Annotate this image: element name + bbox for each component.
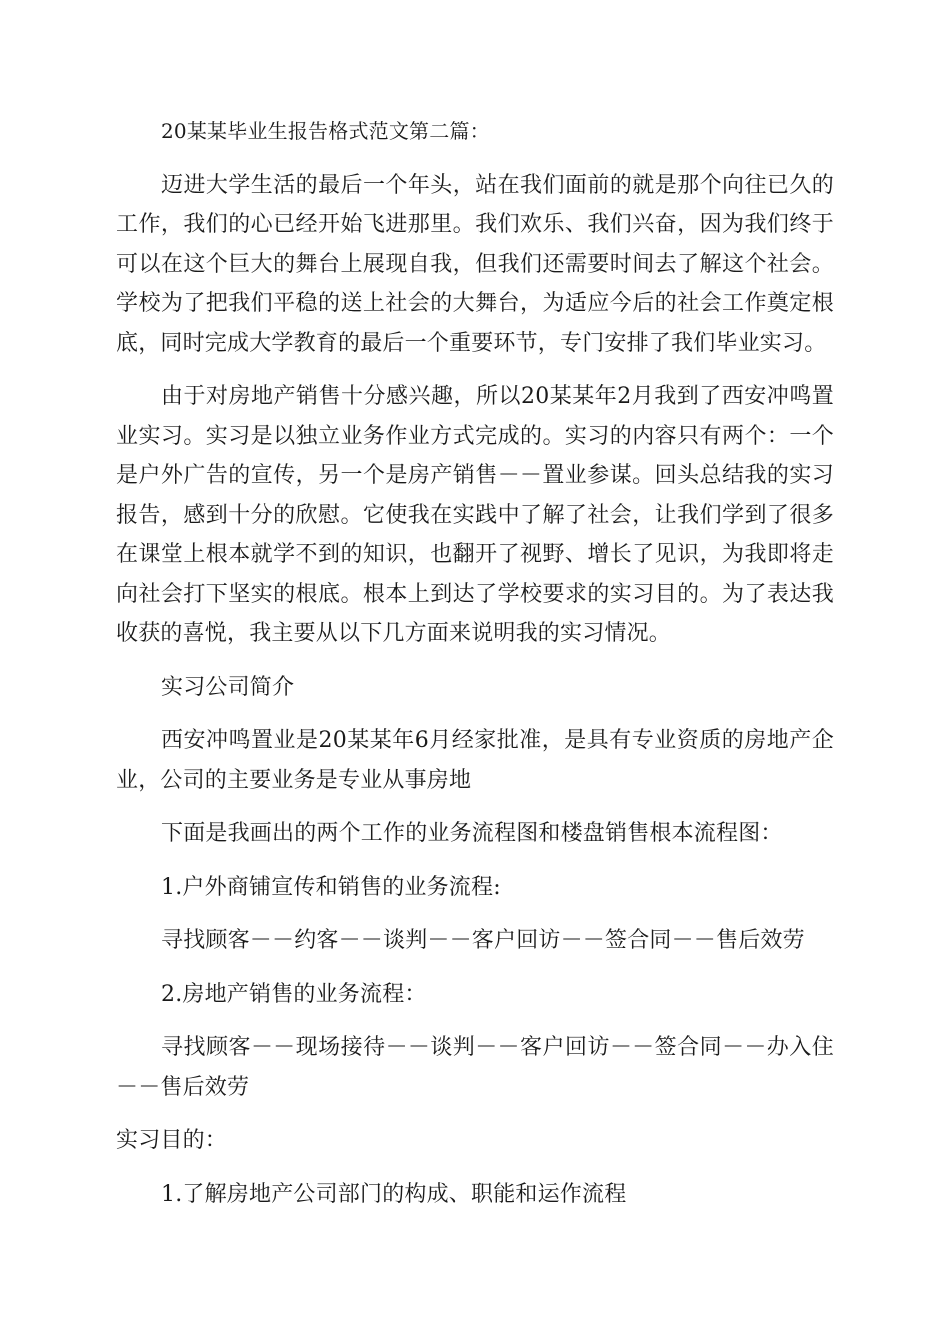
- paragraph-flow-intro: 下面是我画出的两个工作的业务流程图和楼盘销售根本流程图：: [161, 821, 783, 846]
- paragraph-internship: 由于对房地产销售十分感兴趣，所以20某某年2月我到了西安冲鸣置业实习。实习是以独立业务作业方式完成的。实习的内容只有两个：一个是户外广告的宣传，另一个是房产销售－－置业参谋。回头总结我的实习报告，感到十分的欣慰。它使我在实践中了解了社会，让我们学到了很多在课堂上根本就学不到的知识，也翻开了视野、增长了见识，为我即将走向社会打下坚实的根底。根本上到达了学校要求的实习目的。为了表达我收获的喜悦，我主要从以下几方面来说明我的实习情况。: [116, 384, 834, 646]
- document-page: [116, 112, 834, 1214]
- document-heading: 20某某毕业生报告格式范文第二篇：: [161, 119, 490, 143]
- section-company-heading: 实习公司简介: [161, 674, 295, 700]
- goal-item-1: 1.了解房地产公司部门的构成、职能和运作流程: [161, 1181, 627, 1207]
- goal-heading: 实习目的：: [116, 1128, 228, 1153]
- flow1-steps: 寻找顾客－－约客－－谈判－－客户回访－－签合同－－售后效劳: [161, 928, 805, 953]
- paragraph-company: 西安冲鸣置业是20某某年6月经家批准，是具有专业资质的房地产企业，公司的主要业务是专业从事房地: [116, 728, 834, 793]
- paragraph-intro: 迈进大学生活的最后一个年头，站在我们面前的就是那个向往已久的工作，我们的心已经开始飞进那里。我们欢乐、我们兴奋，因为我们终于可以在这个巨大的舞台上展现自我，但我们还需要时间去了解这个社会。学校为了把我们平稳的送上社会的大舞台，为适应今后的社会工作奠定根底，同时完成大学教育的最后一个重要环节，专门安排了我们毕业实习。: [116, 172, 834, 356]
- flow1-title: 1.户外商铺宣传和销售的业务流程:: [161, 874, 501, 900]
- flow2-title: 2.房地产销售的业务流程：: [161, 981, 427, 1007]
- flow2-steps: 寻找顾客－－现场接待－－谈判－－客户回访－－签合同－－办入住－－售后效劳: [116, 1035, 834, 1100]
